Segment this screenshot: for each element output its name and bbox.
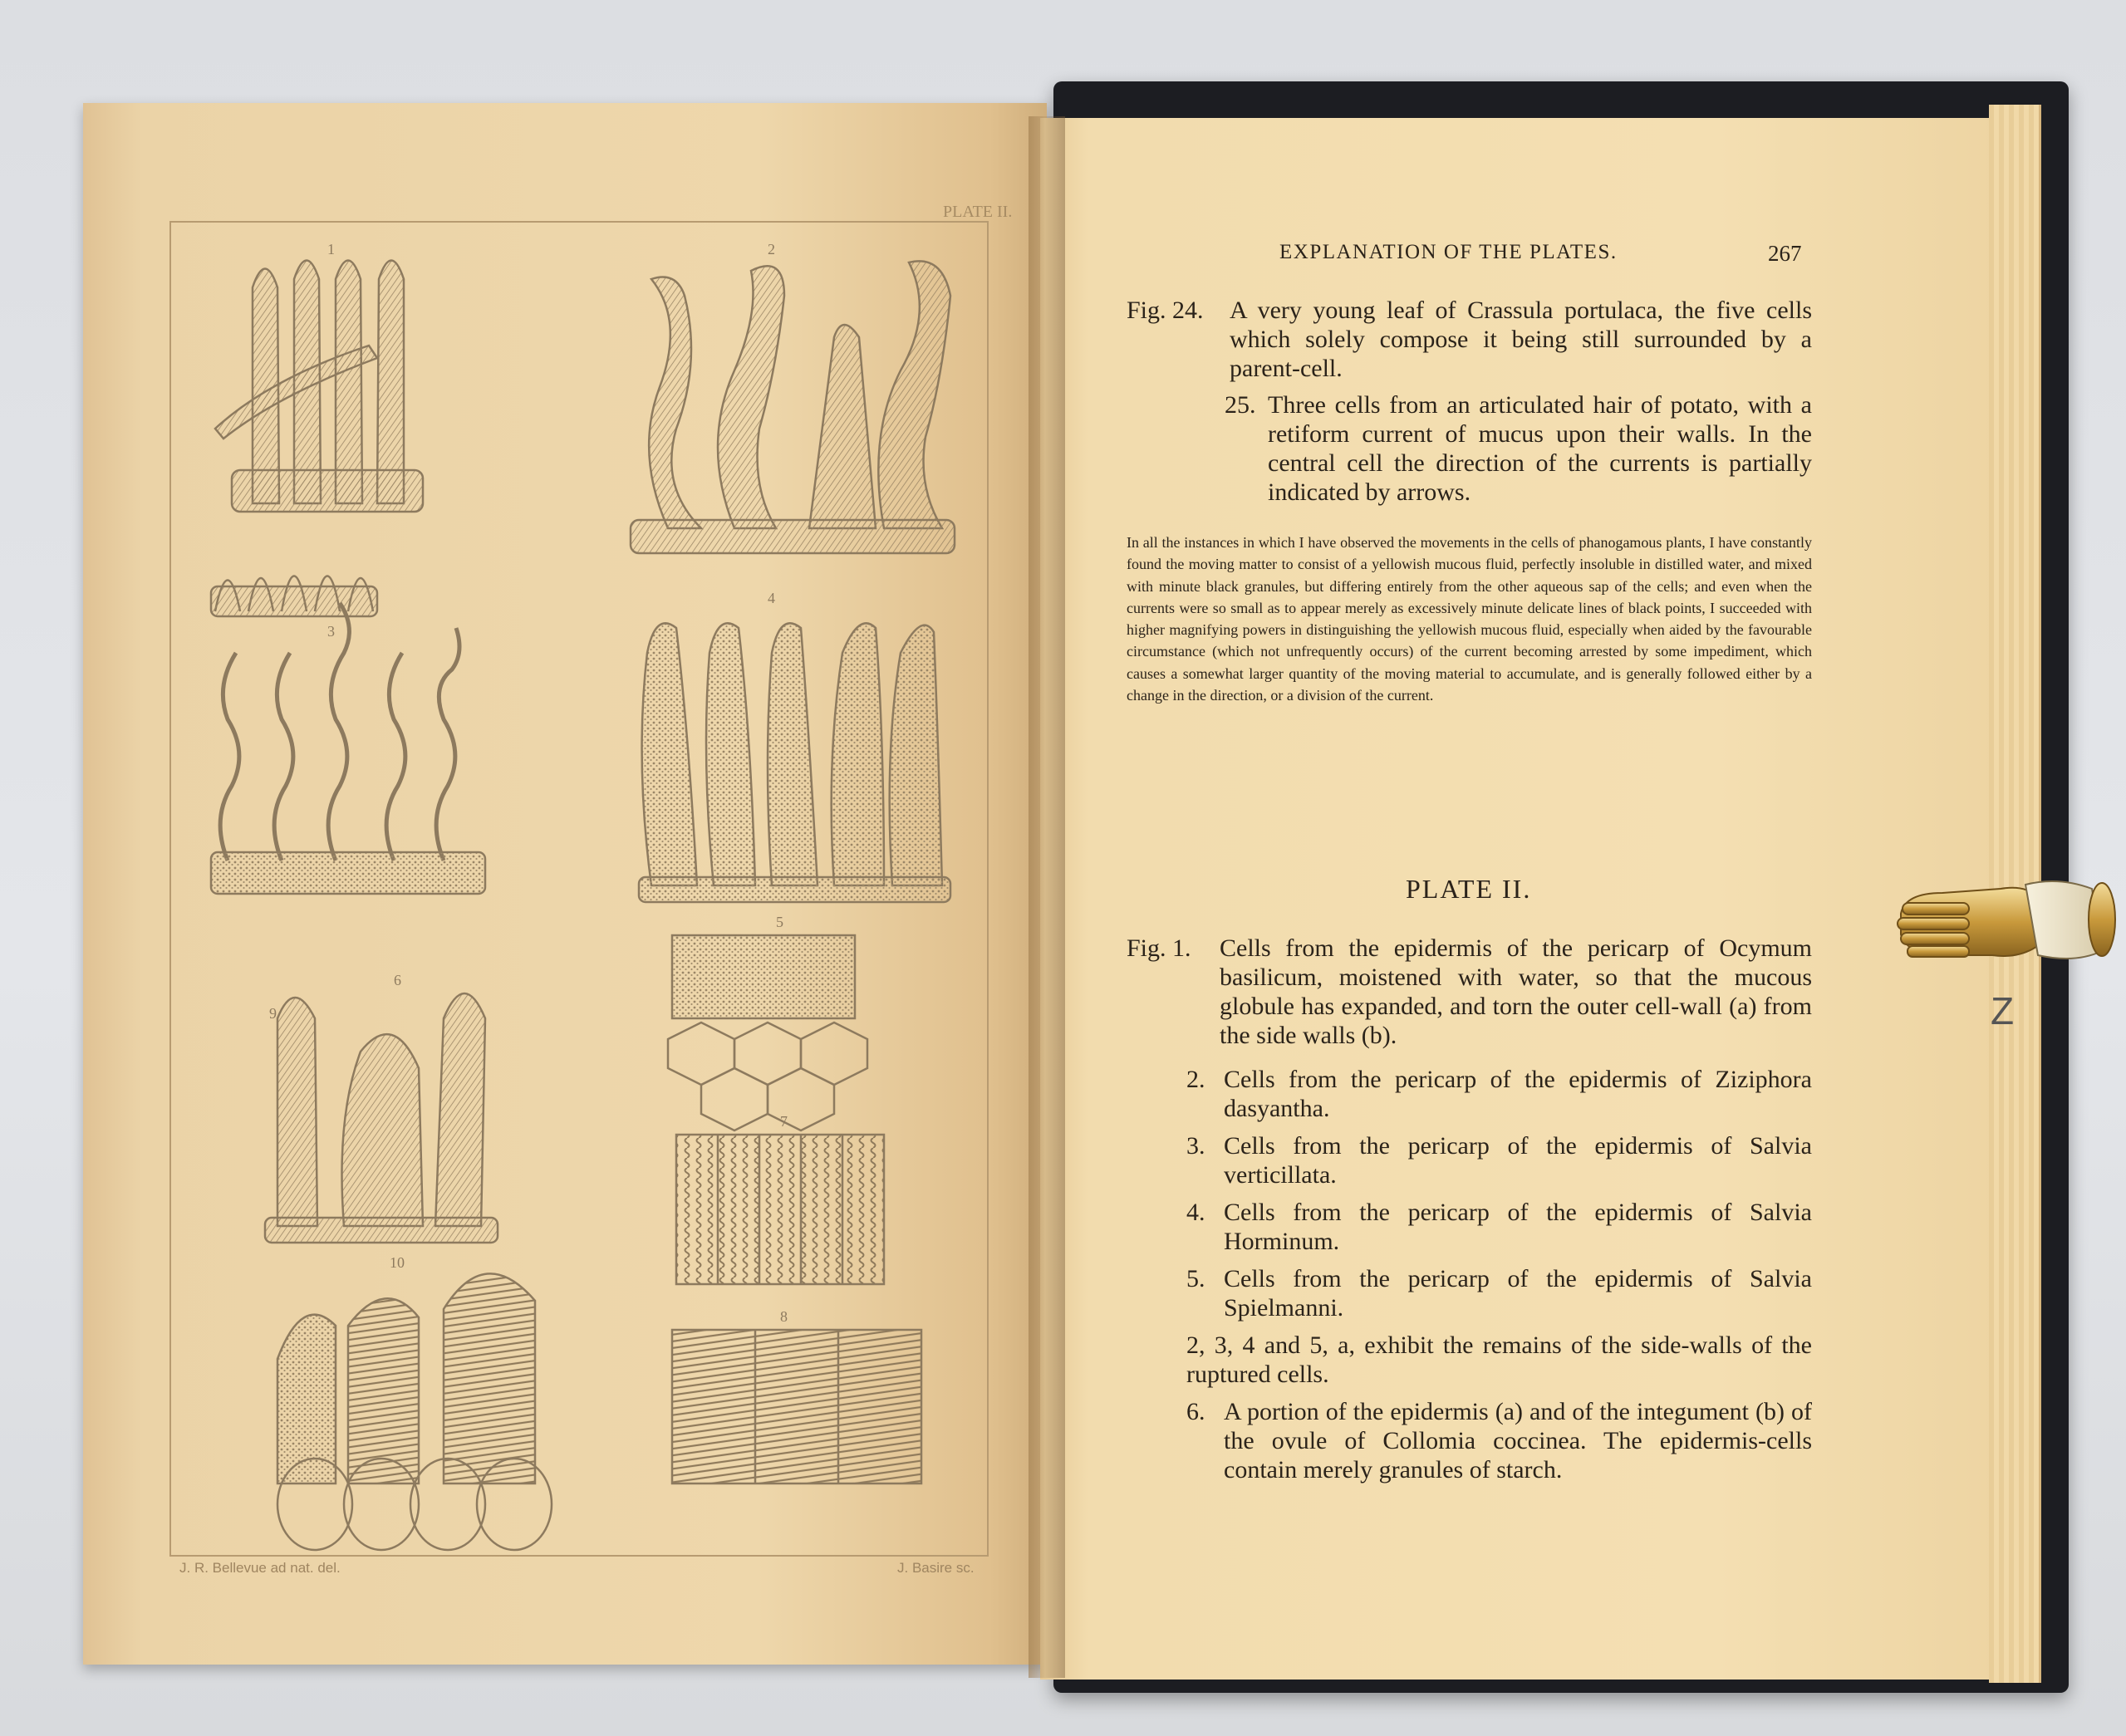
fig-25-entry <box>1225 390 1812 507</box>
plate-figs-2-5-note <box>1186 1331 1812 1389</box>
plate-engraver-credit: J. Basire sc. <box>897 1560 975 1576</box>
figure-6-tall-cells <box>265 993 498 1243</box>
hand-clip-icon <box>1884 851 2125 993</box>
fig-25-number: 25. <box>1225 391 1256 419</box>
plate-fig-1-text: Cells from the epidermis of the pericarp of Ocymum basilicum, moistened with water, so that the mucous globule has expanded, and torn the outer cell-wall (a) from the side walls (b). <box>1220 934 1812 1049</box>
book-gutter <box>1029 116 1065 1678</box>
plate-fig-5-entry <box>1186 1264 1812 1322</box>
figure-4-mucous-hairs <box>639 623 950 902</box>
fig-label-8: 8 <box>780 1308 788 1325</box>
figure-7-striated-cells <box>676 1135 884 1284</box>
figure-2-spirals <box>631 261 955 553</box>
plate-fig-2-text: Cells from the pericarp of the epidermis of Ziziphora dasyantha. <box>1224 1066 1812 1122</box>
pencil-margin-note: Z <box>1991 989 2015 1032</box>
fig-label-5: 5 <box>776 914 783 930</box>
figure-3-wavy-hairs <box>211 603 485 894</box>
plate-fig-3-entry <box>1186 1131 1812 1189</box>
running-head: EXPLANATION OF THE PLATES. <box>1279 241 1618 263</box>
fig-label-10: 10 <box>390 1254 405 1271</box>
plate-fig-2-entry <box>1186 1065 1812 1123</box>
plate-fig-5-text: Cells from the pericarp of the epidermis of Salvia Spielmanni. <box>1224 1265 1812 1322</box>
plate-engraving <box>169 221 985 1553</box>
plate-fig-1-number: Fig. 1. <box>1127 934 1191 962</box>
plate-number: PLATE II. <box>943 203 1013 221</box>
plate-figs-2-5-text: 2, 3, 4 and 5, a, exhibit the remains of the side-walls of the ruptured cells. <box>1186 1331 1812 1388</box>
plate-fig-3-number: 3. <box>1186 1132 1205 1160</box>
plate-fig-4-text: Cells from the pericarp of the epidermis of Salvia Horminum. <box>1224 1199 1812 1255</box>
small-print-paragraph: In all the instances in which I have observed the movements in the cells of phanogamous plants, I have constantly found the moving matter to consist of a yellowish mucous fluid, perfectly insoluble in distilled water, and mixed with minute black granules, but differing entirely from the other aqueous sap of the cells; and even when the currents were so small as to appear merely as excessively minute delicate lines of black points, I succeeded with higher magnifying powers in distinguishing the yellowish mucous fluid, especially when aided by the favourable circumstance (which not unfrequently occurs) of the current becoming arrested by some impediment, which causes a somewhat larger quantity of the moving material to accumulate, and is generally followed either by a change in the direction, or a division of the current. <box>1127 534 1812 704</box>
plate-fig-6-entry <box>1186 1397 1812 1484</box>
figure-5-cell-net <box>668 935 867 1130</box>
plate-fig-4-number: 4. <box>1186 1199 1205 1226</box>
fig-label-3: 3 <box>327 623 335 640</box>
plate-fig-2-number: 2. <box>1186 1066 1205 1093</box>
plate-fig-6-text: A portion of the epidermis (a) and of the integument (b) of the ovule of Collomia coccinea. The epidermis-cells contain merely granules of starch. <box>1224 1398 1812 1483</box>
plate-fig-3-text: Cells from the pericarp of the epidermis of Salvia verticillata. <box>1224 1132 1812 1189</box>
fig-label-9: 9 <box>269 1005 277 1022</box>
fig-24-entry <box>1127 296 1812 383</box>
page-number: 267 <box>1768 241 1802 266</box>
plate-artist-credit: J. R. Bellevue ad nat. del. <box>179 1560 341 1576</box>
plate-fig-1-entry <box>1127 934 1812 1050</box>
fig-24-text: A very young leaf of Crassula portulaca, the five cells which solely compose it being still surrounded by a parent-cell. <box>1230 297 1812 382</box>
plate-heading: PLATE II. <box>1406 874 1532 904</box>
plate-fig-4-entry <box>1186 1198 1812 1256</box>
fig-label-4: 4 <box>768 590 775 606</box>
figure-8-banded-cells <box>672 1330 921 1483</box>
plate-fig-5-number: 5. <box>1186 1265 1205 1292</box>
figure-1-hairs <box>215 261 423 512</box>
fig-25-text: Three cells from an articulated hair of potato, with a retiform current of mucus upon their walls. In the central cell the direction of the currents is partially indicated by arrows. <box>1268 391 1812 506</box>
plate-fig-6-number: 6. <box>1186 1398 1205 1425</box>
figure-1b-cells <box>211 576 377 617</box>
fig-label-1: 1 <box>327 241 335 257</box>
fig-label-2: 2 <box>768 241 775 257</box>
figure-10-domed-cells <box>277 1273 552 1550</box>
fig-label-7: 7 <box>780 1113 788 1130</box>
fig-label-6: 6 <box>394 972 401 988</box>
fig-24-number: Fig. 24. <box>1127 297 1204 324</box>
